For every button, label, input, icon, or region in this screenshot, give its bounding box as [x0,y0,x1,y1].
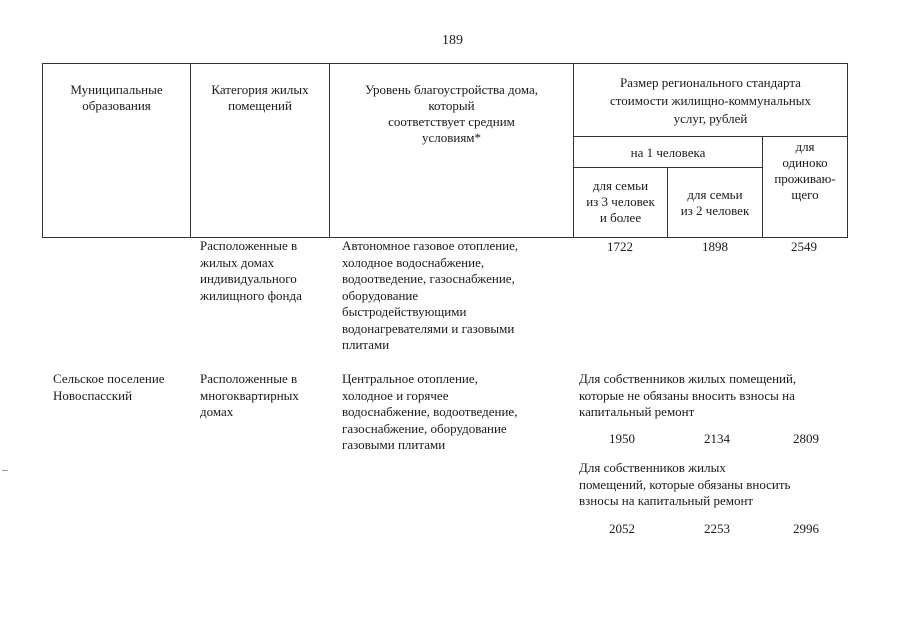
row-2-category: Расположенные в многоквартирных домах [200,371,299,419]
row-2-note-capital-repair: Для собственников жилых помещений, которые обязаны вносить взносы на капитальный ремонт [579,460,791,508]
header-standard: Размер регионального стандарта стоимости жилищно-коммунальных услуг, рублей [610,75,811,126]
row-2-value-1-single: 2809 [793,431,819,446]
row-2-note-no-capital-repair: Для собственников жилых помещений, которые не обязаны вносить взносы на капитальный ремонт [579,371,797,419]
row-2-municipality: Сельское поселение Новоспасский [53,371,165,403]
header-category: Категория жилых помещений [211,82,309,113]
table-header [42,63,848,238]
row-2-value-2-family-2: 2253 [704,521,730,536]
header-municipality: Муниципальные образования [70,82,163,113]
header-level: Уровень благоустройства дома, который соответствует средним условиям* [364,82,539,145]
row-1-value-family-3: 1722 [607,239,633,254]
header-family-3: для семьи из 3 человек и более [586,178,655,225]
header-per-person: на 1 человека [630,145,706,160]
page-number: 189 [442,33,463,48]
row-2-value-1-family-2: 2134 [704,431,730,446]
row-2-level: Центральное отопление, холодное и горячее водоснабжение, водоотведение, газоснабжение, оборудование газовыми плитами [342,371,518,452]
margin-mark [2,470,8,471]
header-divider [573,136,847,137]
row-2-value-1-family-3: 1950 [609,431,635,446]
row-2-value-2-single: 2996 [793,521,819,536]
row-1-level: Автономное газовое отопление, холодное водоснабжение, водоотведение, газоснабжение, оборудование быстродействующими водонагревателями и газовыми плитами [342,238,519,352]
row-1-value-family-2: 1898 [702,239,728,254]
header-family-2: для семьи из 2 человек [680,187,750,218]
row-1-value-single: 2549 [791,239,817,254]
row-2-value-2-family-3: 2052 [609,521,635,536]
row-1-category: Расположенные в жилых домах индивидуального жилищного фонда [200,238,302,303]
header-single: для одиноко проживаю- щего [774,139,836,202]
